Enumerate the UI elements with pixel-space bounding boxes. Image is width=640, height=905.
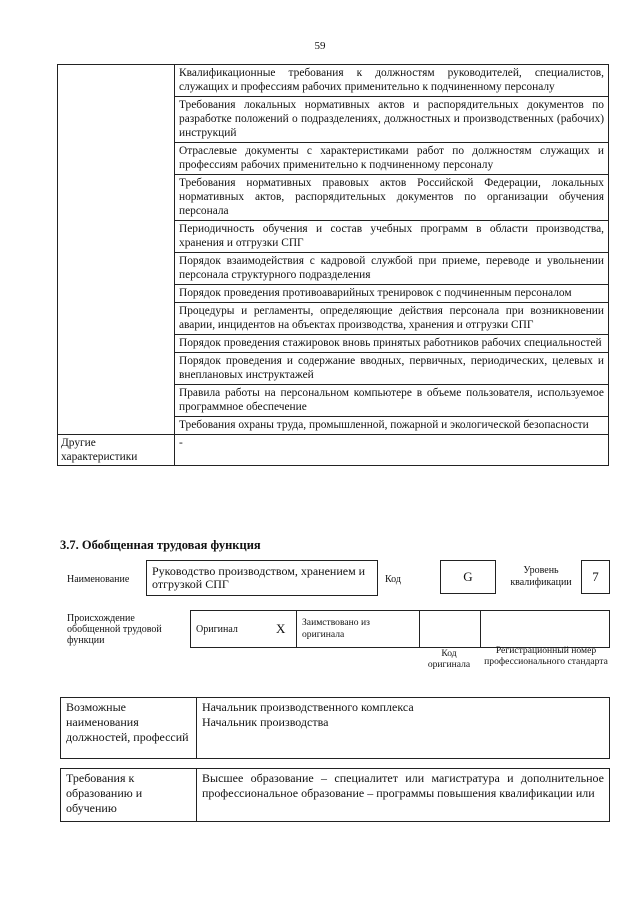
positions-label: Возможные наименования должностей, профессий bbox=[61, 698, 197, 759]
knowledge-item: Порядок проведения стажировок вновь принятых работников рабочих специальностей bbox=[175, 335, 609, 353]
knowledge-item: Порядок взаимодействия с кадровой службой при приеме, переводе и увольнении персонала структурного подразделения bbox=[175, 253, 609, 285]
knowledge-item: Требования нормативных правовых актов Российской Федерации, локальных нормативных актов, распорядительных документов по организации обучения персонала bbox=[175, 175, 609, 221]
code-caption: Код оригинала bbox=[427, 648, 471, 670]
reg-number-cell bbox=[481, 611, 610, 648]
other-characteristics-row bbox=[58, 435, 609, 466]
knowledge-item: Порядок проведения и содержание вводных, первичных, периодических, целевых и внеплановых инструктажей bbox=[175, 353, 609, 385]
knowledge-item: Процедуры и регламенты, определяющие действия персонала при возникновении аварии, инцидентов на объектах производства, хранения и отгрузки СПГ bbox=[175, 303, 609, 335]
education-table bbox=[60, 768, 610, 822]
code-field: G bbox=[440, 560, 496, 594]
original-mark: X bbox=[271, 611, 297, 648]
other-characteristics-label: Другие характеристики bbox=[58, 435, 175, 466]
position-item: Начальник производственного комплекса bbox=[202, 700, 414, 714]
knowledge-item: Правила работы на персональном компьютере в объеме пользователя, используемое программное обеспечение bbox=[175, 385, 609, 417]
knowledge-table bbox=[57, 64, 609, 466]
knowledge-item: Требования охраны труда, промышленной, пожарной и экологической безопасности bbox=[175, 417, 609, 435]
education-label: Требования к образованию и обучению bbox=[61, 769, 197, 822]
knowledge-row bbox=[58, 65, 609, 97]
qualification-level-label: Уровень квалификации bbox=[510, 565, 572, 588]
other-characteristics-value: - bbox=[175, 435, 609, 466]
origin-table bbox=[190, 610, 610, 648]
reg-number-caption: Регистрационный номер профессионального стандарта bbox=[484, 645, 608, 667]
qualification-level-field: 7 bbox=[581, 560, 610, 594]
function-name-field: Руководство производством, хранением и отгрузкой СПГ bbox=[146, 560, 378, 596]
original-label: Оригинал bbox=[191, 611, 272, 648]
original-code-cell bbox=[420, 611, 481, 648]
page-number: 59 bbox=[314, 40, 326, 52]
knowledge-table-body bbox=[58, 65, 609, 466]
knowledge-item: Требования локальных нормативных актов и распорядительных документов по разработке положений о подразделениях, должностных и производственных (рабочих) инструкций bbox=[175, 97, 609, 143]
knowledge-label bbox=[58, 65, 175, 435]
knowledge-item: Периодичность обучения и состав учебных программ в области производства, хранения и отгрузки СПГ bbox=[175, 221, 609, 253]
code-label: Код bbox=[385, 574, 401, 585]
position-item: Начальник производства bbox=[202, 715, 329, 729]
positions-values bbox=[197, 698, 610, 759]
education-value: Высшее образование – специалитет или магистратура и дополнительное профессиональное образование – программы повышения квалификации или bbox=[197, 769, 610, 822]
section-title: 3.7. Обобщенная трудовая функция bbox=[60, 538, 261, 552]
origin-label: Происхождение обобщенной трудовой функции bbox=[67, 613, 162, 646]
knowledge-item: Порядок проведения противоаварийных тренировок с подчиненным персоналом bbox=[175, 285, 609, 303]
name-label: Наименование bbox=[67, 574, 130, 585]
borrowed-label: Заимствовано из оригинала bbox=[297, 611, 420, 648]
knowledge-item: Отраслевые документы с характеристиками работ по должностям служащих и профессиям рабочих применительно к подчиненному персоналу bbox=[175, 143, 609, 175]
positions-table bbox=[60, 697, 610, 759]
knowledge-item: Квалификационные требования к должностям руководителей, специалистов, служащих и профессиям рабочих применительно к подчиненному персоналу bbox=[175, 65, 609, 97]
